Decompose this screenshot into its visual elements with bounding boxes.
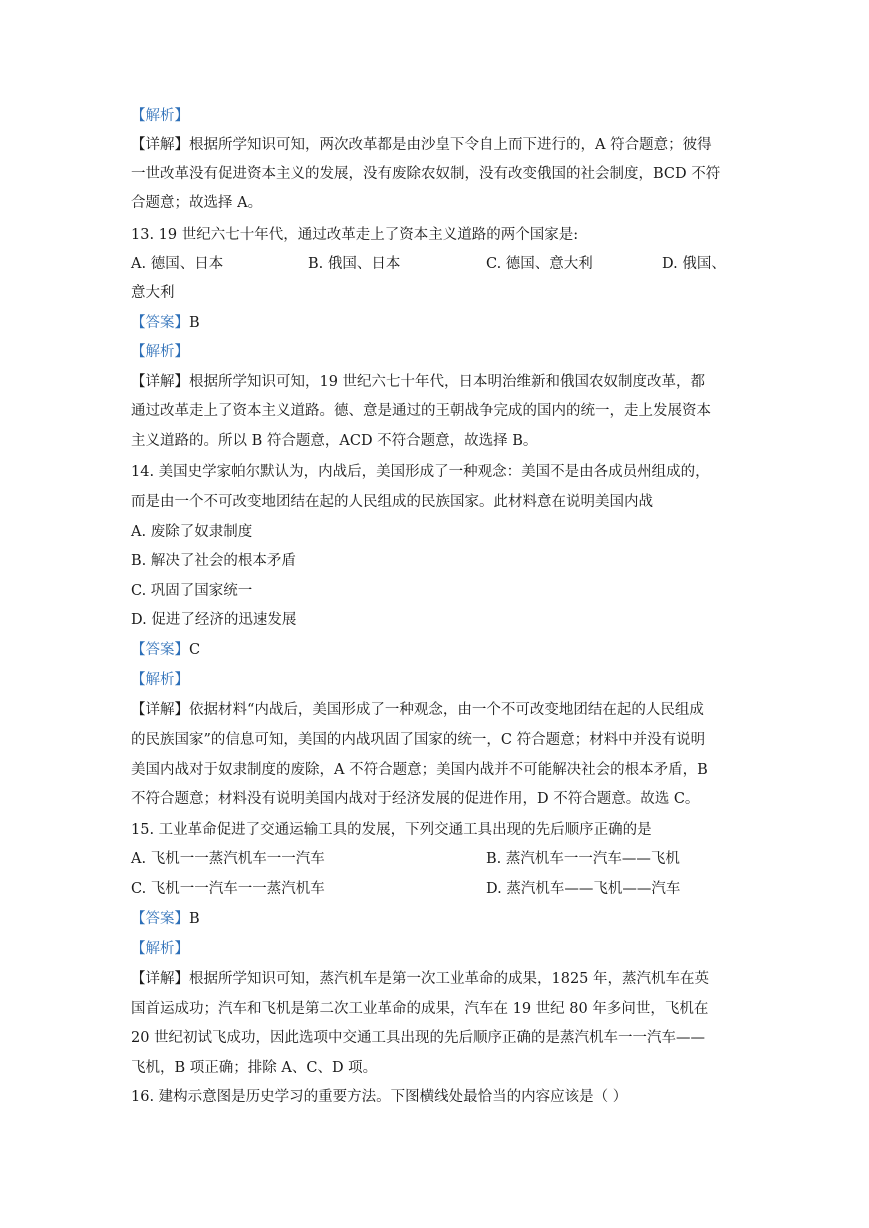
q15-option-a: A. 飞机一一蒸汽机车一一汽车 [131,851,325,867]
q13-option-c: C. 德国、意大利 [486,256,593,272]
q13-analysis-heading [131,342,189,362]
detail-tag: 【详解】 [131,702,189,718]
q14-option-a: A. 废除了奴隶制度 [131,524,253,540]
q13-option-b: B. 俄国、日本 [308,256,401,272]
analysis-tag: 【解析】 [131,672,189,688]
detail-text: 根据所学知识可知，两次改革都是由沙皇下令自上而下进行的，A 符合题意；彼得 [189,137,712,153]
q15-question: 15. 工业革命促进了交通运输工具的发展，下列交通工具出现的先后顺序正确的是 [131,822,652,838]
q14-analysis-heading [131,670,189,690]
q14-detail-line-2: 的民族国家”的信息可知，美国的内战巩固了国家的统一，C 符合题意；材料中并没有说明 [131,732,706,748]
detail-text: 根据所学知识可知，蒸汽机车是第一次工业革命的成果，1825 年，蒸汽机车在英 [189,971,710,987]
analysis-tag: 【解析】 [131,108,189,124]
q14-option-b: B. 解决了社会的根本矛盾 [131,553,296,569]
q16-question: 16. 建构示意图是历史学习的重要方法。下图横线处最恰当的内容应该是（ ） [131,1089,628,1105]
q14-question-line-2: 而是由一个不可改变地团结在起的人民组成的民族国家。此材料意在说明美国内战 [131,494,653,510]
q15-detail-line-3: 20 世纪初试飞成功，因此选项中交通工具出现的先后顺序正确的是蒸汽机车一一汽车—— [131,1030,706,1046]
q15-option-b: B. 蒸汽机车一一汽车——飞机 [486,851,680,867]
q15-detail-line-4: 飞机，B 项正确；排除 A、C、D 项。 [131,1060,378,1076]
q15-detail-line-2: 国首运成功；汽车和飞机是第二次工业革命的成果，汽车在 19 世纪 80 年多问世，飞机在 [131,1001,709,1017]
q12-detail-line-2: 一世改革没有促进资本主义的发展，没有废除农奴制，没有改变俄国的社会制度，BCD 不符 [131,166,721,182]
q14-detail-line-3: 美国内战对于奴隶制度的废除，A 不符合题意；美国内战并不可能解决社会的根本矛盾，B [131,762,708,778]
answer-value: C [189,642,201,658]
q13-detail-line-3: 主义道路的。所以 B 符合题意，ACD 不符合题意，故选择 B。 [131,433,538,449]
q12-analysis-heading [131,106,189,126]
q13-detail-line-2: 通过改革走上了资本主义道路。德、意是通过的王朝战争完成的国内的统一，走上发展资本 [131,403,711,419]
q13-option-d-wrap: 意大利 [131,285,175,301]
detail-tag: 【详解】 [131,137,189,153]
q14-detail-line-1 [131,700,704,720]
answer-tag: 【答案】 [131,642,189,658]
q14-question-line-1: 14. 美国史学家帕尔默认为，内战后，美国形成了一种观念：美国不是由各成员州组成的， [131,464,710,480]
q12-detail-line-1 [131,135,712,155]
q12-detail-line-3: 合题意；故选择 A。 [131,195,263,211]
q13-detail-line-1 [131,372,705,392]
q15-option-c: C. 飞机一一汽车一一蒸汽机车 [131,881,325,897]
answer-tag: 【答案】 [131,911,189,927]
q14-option-c: C. 巩固了国家统一 [131,583,253,599]
q14-answer [131,640,200,660]
q14-detail-line-4: 不符合题意；材料没有说明美国内战对于经济发展的促进作用，D 不符合题意。故选 C。 [131,791,700,807]
q15-detail-line-1 [131,969,709,989]
detail-text: 依据材料“内战后，美国形成了一种观念，由一个不可改变地团结在起的人民组成 [189,702,704,718]
q15-answer [131,909,200,929]
detail-tag: 【详解】 [131,374,189,390]
detail-tag: 【详解】 [131,971,189,987]
q15-analysis-heading [131,939,189,959]
q13-question: 13. 19 世纪六七十年代，通过改革走上了资本主义道路的两个国家是: [131,227,579,243]
q15-option-d: D. 蒸汽机车——飞机——汽车 [486,881,681,897]
analysis-tag: 【解析】 [131,941,189,957]
q14-option-d: D. 促进了经济的迅速发展 [131,612,297,628]
answer-value: B [189,911,200,927]
analysis-tag: 【解析】 [131,344,189,360]
detail-text: 根据所学知识可知，19 世纪六七十年代，日本明治维新和俄国农奴制度改革，都 [189,374,706,390]
answer-value: B [189,315,200,331]
q13-answer [131,313,200,333]
q13-option-a: A. 德国、日本 [131,256,224,272]
answer-tag: 【答案】 [131,315,189,331]
q13-option-d: D. 俄国、 [662,256,726,272]
